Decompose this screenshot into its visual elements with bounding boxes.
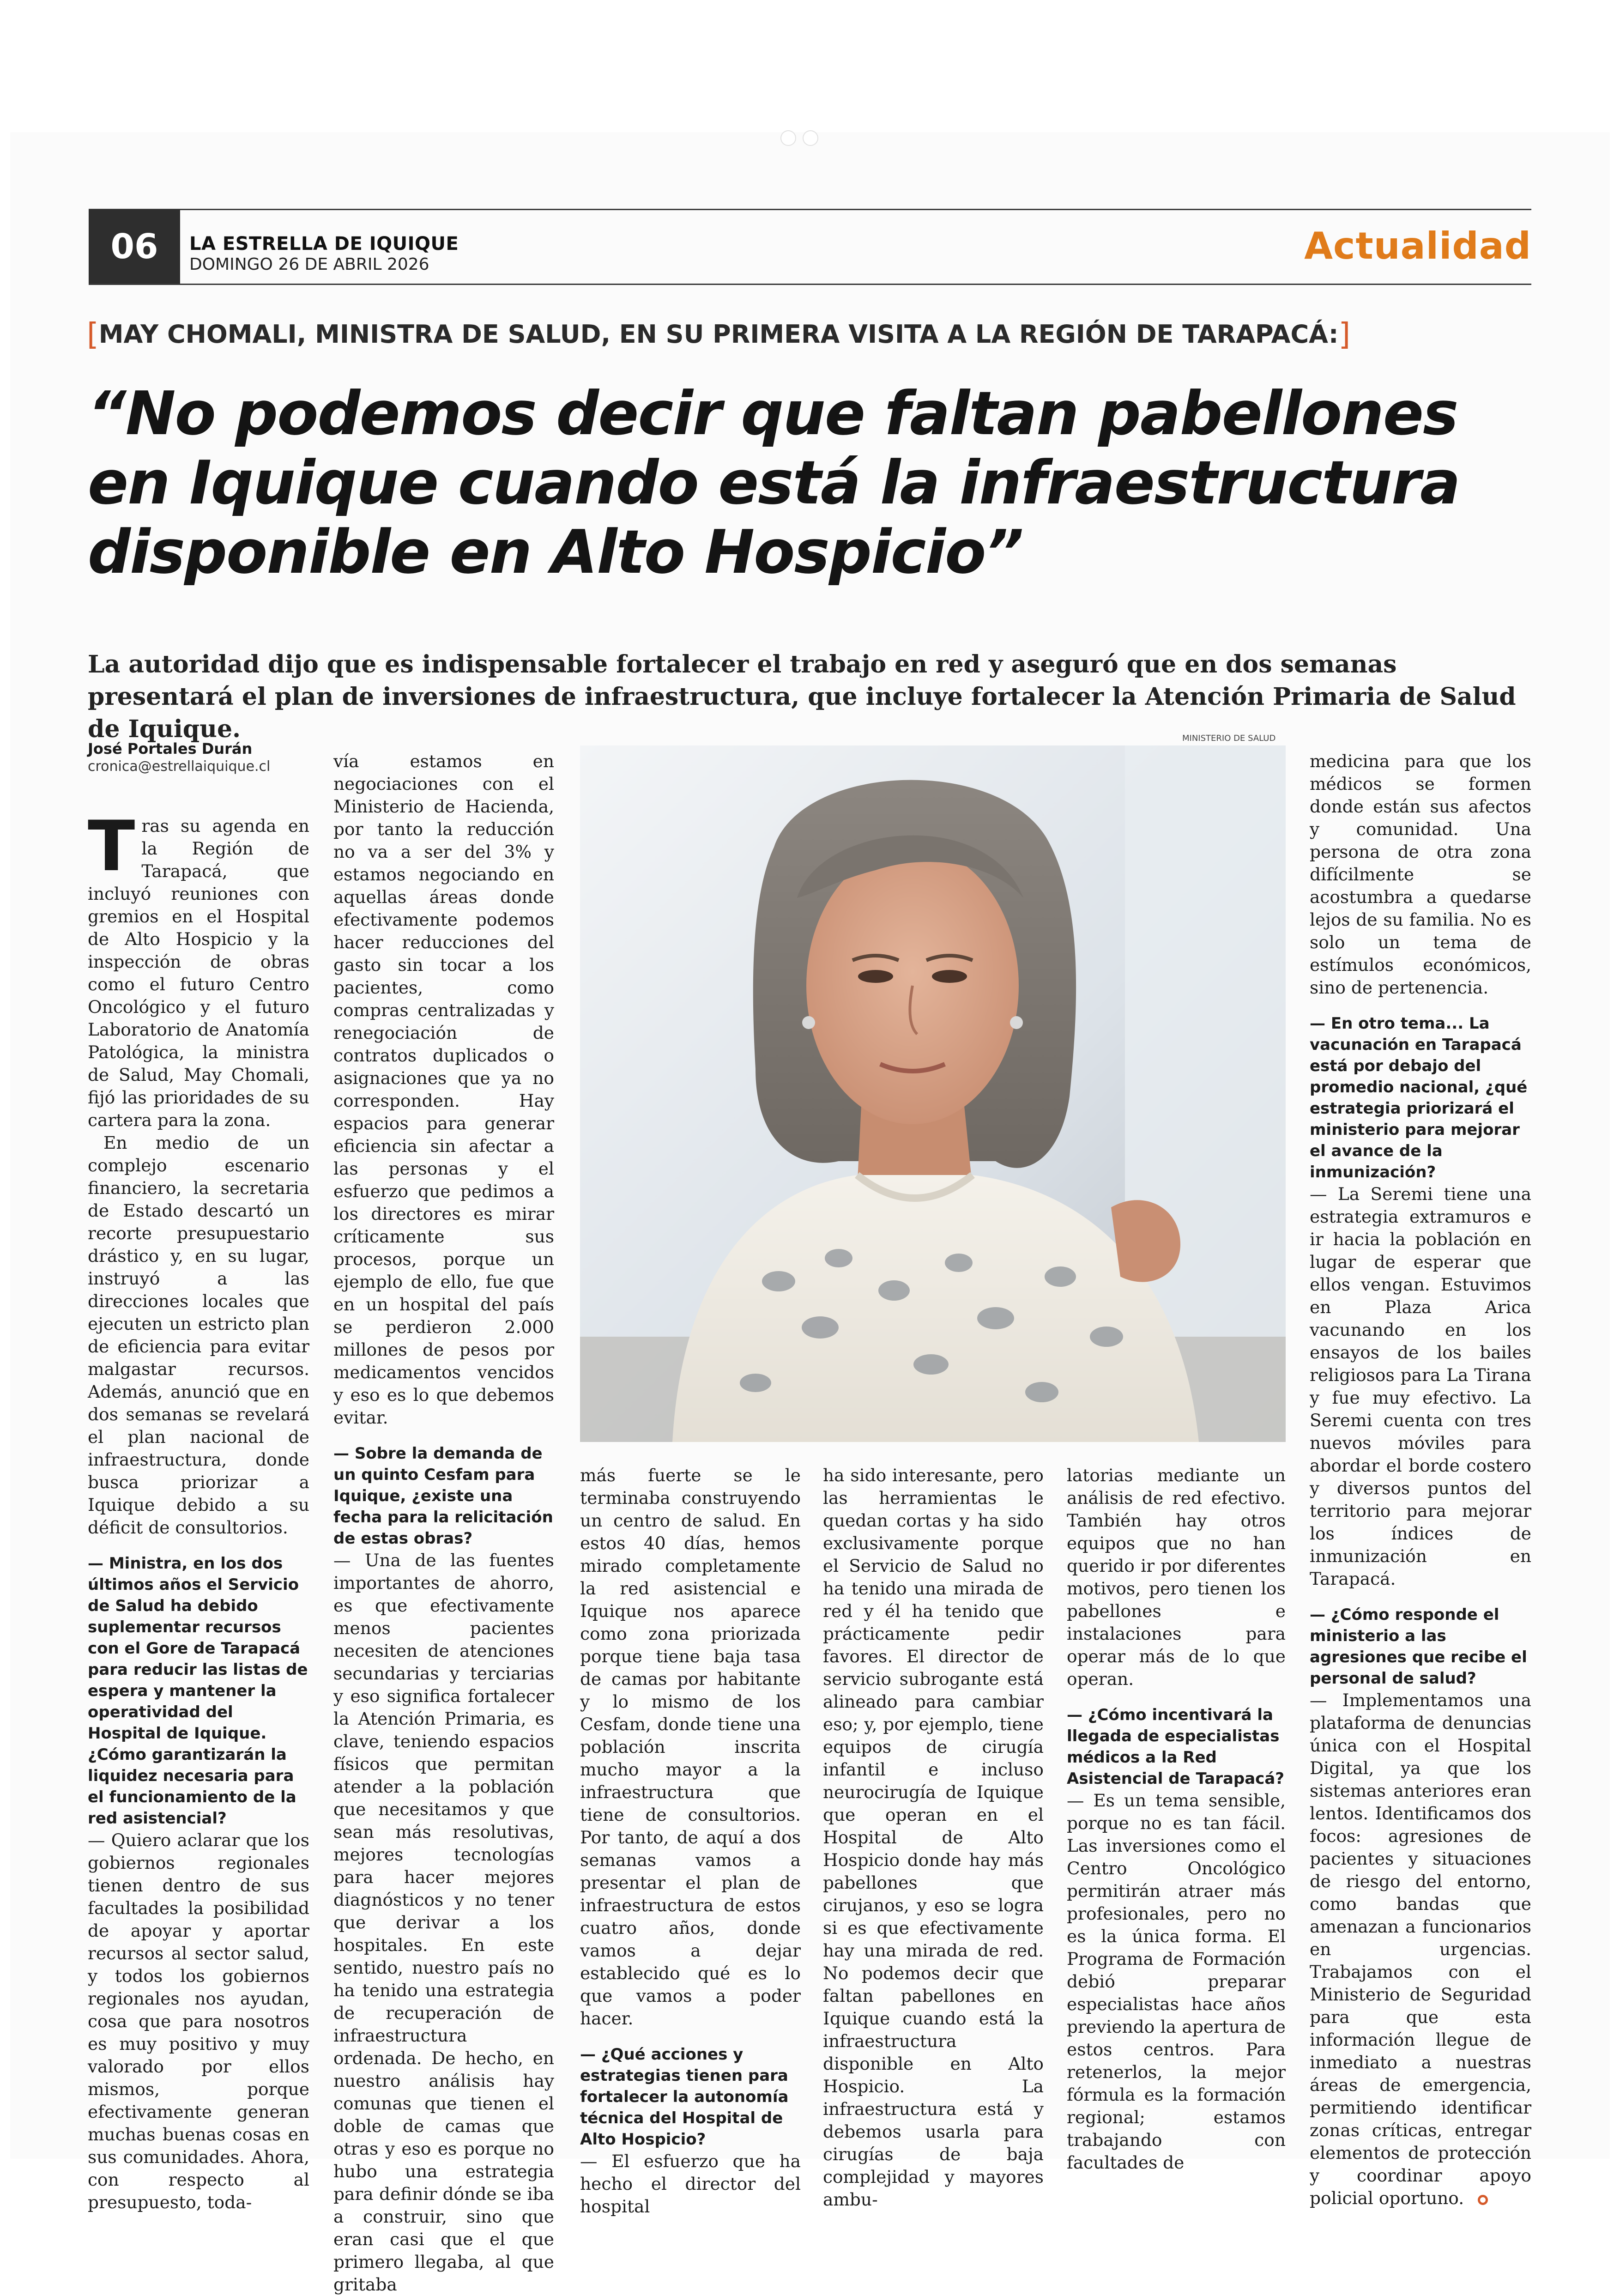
minister-portrait-illustration	[580, 745, 1286, 1442]
kicker	[87, 316, 1350, 352]
page-number: 06	[89, 210, 180, 284]
deck: La autoridad dijo que es indispensable fortalecer el trabajo en red y aseguró que en dos semanas presentará el plan de inversiones de infraestructura, que incluye fortalecer la Atención Primaria de Salud de Iquique.	[88, 650, 1516, 743]
article-column-6	[1310, 750, 1531, 2210]
body-paragraph: vía estamos en negociaciones con el Ministerio de Hacienda, por tanto la reducción no va a ser del 3% y estamos negociando en aquellas áreas donde efectivamente podemos hacer reducciones del gasto sin tocar a los pacientes, como compras centralizadas y renegociación de contratos duplicados o asignaciones que ya no corresponden. Hay espacios para generar eficiencia sin afectar a las personas y el esfuerzo que pedimos a los directores es mirar críticamente sus procesos, porque un ejemplo de ello, fue que en un hospital del país se perdieron 2.000 millones de pesos por medicamentos vencidos y eso es lo que debemos evitar.	[333, 751, 554, 1428]
question-3: — ¿Qué acciones y estrategias tienen para fortalecer la autonomía técnica del Hospital de Alto Hospicio?	[580, 2045, 789, 2149]
paper-date: DOMINGO 26 DE ABRIL 2026	[189, 255, 429, 274]
minister-photo	[580, 745, 1286, 1442]
header-rule-top	[89, 209, 1531, 210]
kicker-bracket-close: ]	[1338, 316, 1351, 352]
body-paragraph: latorias mediante un análisis de red efectivo. También hay otros equipos que no han querido ir por diferentes motivos, pero tienen los pabellones e instalaciones para operar más de lo que operan.	[1067, 1465, 1286, 1689]
byline-email: cronica@estrellaiquique.cl	[88, 758, 271, 775]
article-column-5	[1067, 1464, 1286, 2174]
body-paragraph: En medio de un complejo escenario financiero, la secretaria de Estado descartó un recorte presupuestario drástico y, en su lugar, instruyó a las direcciones locales que ejecuten un estricto plan de eficiencia para evitar malgastar recursos. Además, anunció que en dos semanas se revelará el plan nacional de infraestructura, donde busca priorizar a Iquique debido a su déficit de consultorios.	[88, 1133, 309, 1538]
question-1: — Ministra, en los dos últimos años el Servicio de Salud ha debido suplementar recursos con el Gore de Tarapacá para reducir las listas de espera y mantener la operatividad del Hospital de Iquique. ¿Cómo garantizarán la liquidez necesaria para el funcionamiento de la red asistencial?	[88, 1554, 308, 1828]
fold-marks	[780, 130, 840, 144]
article-column-2	[333, 750, 554, 2296]
question-5: — En otro tema... La vacunación en Tarapacá está por debajo del promedio nacional, ¿qué estrategia priorizará el ministerio para mejorar el avance de la inmunización?	[1310, 1014, 1528, 1181]
answer-6: — Implementamos una plataforma de denuncias única con el Hospital Digital, ya que los sistemas anteriores eran lentos. Identificamos dos focos: agresiones de pacientes y situaciones de riesgo del entorno, como bandas que amenazan a funcionarios en urgencias. Trabajamos con el Ministerio de Seguridad para que esta información llegue de inmediato a nuestras áreas de emergencia, permitiendo identificar zonas críticas, entregar elementos de protección y coordinar apoyo policial oportuno.	[1310, 1690, 1531, 2208]
photo-credit: MINISTERIO DE SALUD	[1182, 733, 1276, 743]
header-rule-bottom	[89, 284, 1531, 285]
byline-name: José Portales Durán	[88, 740, 253, 757]
section-name: Actualidad	[1304, 224, 1531, 267]
body-paragraph: ha sido interesante, pero las herramientas le quedan cortas y ha sido exclusivamente porque el Servicio de Salud no ha tenido una mirada de red y él ha tenido que prácticamente pedir favores. El director de servicio subrogante está alineado para cambiar eso; y, por ejemplo, tiene equipos de cirugía infantil e incluso neurocirugía de Iquique que operan en el Hospital de Alto Hospicio donde hay más pabellones que cirujanos, y eso se logra si es que efectivamente hay una mirada de red. No podemos decir que faltan pabellones en Iquique cuando está la infraestructura disponible en Alto Hospicio. La infraestructura está y debemos usarla para cirugías de baja complejidad y mayores ambu-	[823, 1465, 1044, 2210]
paper-name: LA ESTRELLA DE IQUIQUE	[189, 233, 459, 254]
answer-5: — La Seremi tiene una estrategia extramuros e ir hacia la población en lugar de esperar que ellos vengan. Estuvimos en Plaza Arica vacunando en los ensayos de los bailes religiosos para La Tirana y fue muy efectivo. La Seremi cuenta con tres nuevos móviles para abordar el borde costero y diversos puntos del territorio para mejorar los índices de inmunización en Tarapacá.	[1310, 1184, 1531, 1589]
answer-1: — Quiero aclarar que los gobiernos regionales tienen dentro de sus facultades la posibilidad de apoyar y aportar recursos al sector salud, y todos los gobiernos regionales nos ayudan, cosa que para nosotros es muy positivo y muy valorado por ellos mismos, porque efectivamente generan muchas buenas cosas en sus comunidades. Ahora, con respecto al presupuesto, toda-	[88, 1830, 309, 2212]
intro-paragraph: Tras su agenda en la Región de Tarapacá, que incluyó reuniones con gremios en el Hospital de Alto Hospicio y la inspección de obras como el futuro Centro Oncológico y el futuro Laboratorio de Anatomía Patológica, la ministra de Salud, May Chomali, fijó las prioridades de su cartera para la zona.	[88, 806, 309, 1130]
article-column-4	[823, 1464, 1044, 2211]
body-paragraph: medicina para que los médicos se formen donde están sus afectos y comunidad. Una persona de otra zona difícilmente se acostumbra a quedarse lejos de su familia. No es solo un tema de estímulos económicos, sino de pertenencia.	[1310, 751, 1531, 998]
article-column-3	[580, 1464, 801, 2218]
kicker-bracket-open: [	[87, 316, 99, 352]
article-column-1	[88, 806, 309, 2214]
drop-cap: T	[88, 806, 135, 887]
end-of-article-icon	[1478, 2195, 1488, 2205]
body-paragraph: más fuerte se le terminaba construyendo un centro de salud. En estos 40 días, hemos mirado completamente la red asistencial e Iquique nos aparece como zona priorizada porque tiene baja tasa de camas por habitante y lo mismo de los Cesfam, donde tiene una población inscrita mucho mayor a la infraestructura que tiene de consultorios. Por tanto, de aquí a dos semanas vamos a presentar el plan de infraestructura de estos cuatro años, donde vamos a dejar establecido qué es lo que vamos a poder hacer.	[580, 1465, 801, 2029]
question-2: — Sobre la demanda de un quinto Cesfam para Iquique, ¿existe una fecha para la relicitación de estas obras?	[333, 1444, 553, 1548]
answer-4: — Es un tema sensible, porque no es tan fácil. Las inversiones como el Centro Oncológico permitirán atraer más profesionales, pero no es la única forma. El Programa de Formación debió preparar especialistas hace años previendo la apertura de estos centros. Para retenerlos, la mejor fórmula es la formación regional; estamos trabajando con facultades de	[1067, 1790, 1286, 2173]
kicker-text: MAY CHOMALI, MINISTRA DE SALUD, EN SU PRIMERA VISITA A LA REGIÓN DE TARAPACÁ:	[98, 320, 1339, 349]
question-6: — ¿Cómo responde el ministerio a las agresiones que recibe el personal de salud?	[1310, 1605, 1527, 1688]
question-4: — ¿Cómo incentivará la llegada de especialistas médicos a la Red Asistencial de Tarapacá?	[1067, 1706, 1285, 1788]
headline: “No podemos decir que faltan pabellones en Iquique cuando está la infraestructura disponible en Alto Hospicio”	[88, 378, 1460, 587]
answer-3: — El esfuerzo que ha hecho el director del hospital	[580, 2151, 801, 2217]
answer-2: — Una de las fuentes importantes de ahorro, es que efectivamente menos pacientes necesiten de atenciones secundarias y terciarias y eso significa fortalecer la Atención Primaria, es clave, teniendo espacios físicos que permitan atender a la población que necesitamos y que sean más resolutivas, mejores tecnologías para hacer mejores diagnósticos y no tener que derivar a los hospitales. En este sentido, nuestro país no ha tenido una estrategia de recuperación de infraestructura ordenada. De hecho, en nuestro análisis hay comunas que tienen el doble de camas que otras y eso es porque no hubo una estrategia para definir dónde se iba a construir, sino que eran casi que el que primero llegaba, al que gritaba	[333, 1550, 554, 2295]
